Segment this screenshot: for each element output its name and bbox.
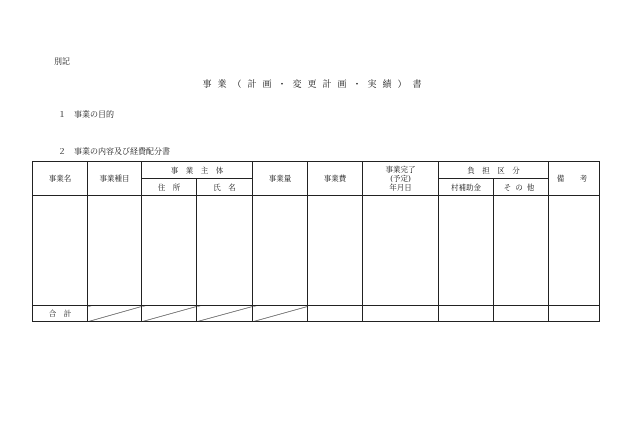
cell-remarks[interactable] (549, 196, 600, 306)
header-remarks: 備 考 (549, 162, 600, 196)
cell-burden-other[interactable] (494, 196, 549, 306)
header-project-name: 事業名 (33, 162, 88, 196)
total-amount-diagonal (253, 306, 308, 322)
cell-burden-subsidy[interactable] (439, 196, 494, 306)
cell-entity-address[interactable] (142, 196, 197, 306)
header-entity-address: 住 所 (142, 179, 197, 196)
total-type-diagonal (88, 306, 142, 322)
cell-project-name[interactable] (33, 196, 88, 306)
document-title: 事業（計画・変更計画・実績）書 (202, 80, 428, 90)
total-name-diagonal (197, 306, 253, 322)
total-subsidy[interactable] (439, 306, 494, 322)
total-row (33, 306, 600, 322)
header-burden: 負 担 区 分 (439, 162, 549, 179)
total-completion[interactable] (363, 306, 439, 322)
total-cost[interactable] (308, 306, 363, 322)
header-completion-line3: 年月日 (389, 183, 412, 192)
total-address-diagonal (142, 306, 197, 322)
header-completion-date (363, 162, 439, 196)
cell-amount[interactable] (253, 196, 308, 306)
total-other[interactable] (494, 306, 549, 322)
header-entity: 事 業 主 体 (142, 162, 253, 179)
total-label: 合 計 (33, 306, 88, 322)
cell-cost[interactable] (308, 196, 363, 306)
cell-completion-date[interactable] (363, 196, 439, 306)
total-remarks[interactable] (549, 306, 600, 322)
annex-label: 別記 (54, 57, 70, 66)
header-completion-line2: (予定) (390, 174, 411, 183)
header-burden-subsidy: 村補助金 (439, 179, 494, 196)
header-completion-line1: 事業完了 (385, 165, 416, 174)
header-project-type: 事業種目 (88, 162, 142, 196)
cell-entity-name[interactable] (197, 196, 253, 306)
cost-allocation-table (32, 161, 600, 322)
section-purpose: １ 事業の目的 (58, 110, 114, 119)
header-burden-other: その他 (494, 179, 549, 196)
header-cost: 事業費 (308, 162, 363, 196)
cell-project-type[interactable] (88, 196, 142, 306)
section-content: ２ 事業の内容及び経費配分書 (58, 147, 170, 156)
header-amount: 事業量 (253, 162, 308, 196)
table-row (33, 196, 600, 306)
header-entity-name: 氏 名 (197, 179, 253, 196)
